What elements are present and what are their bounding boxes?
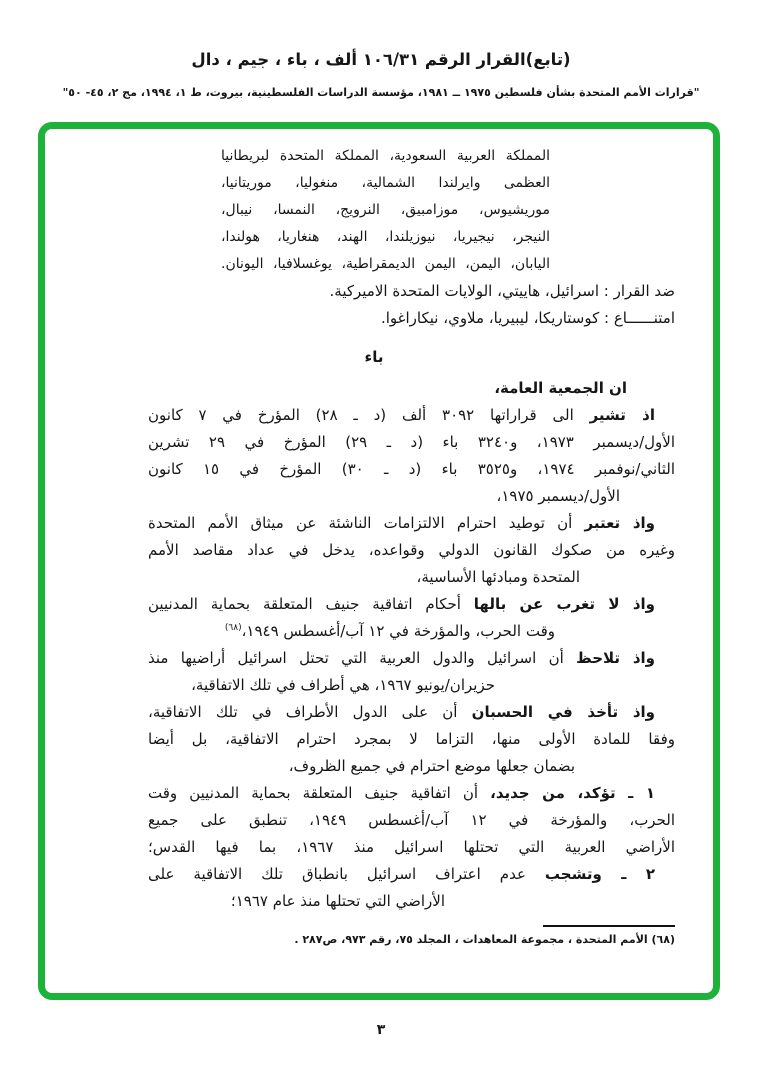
preamble-taking-into-account xyxy=(148,699,675,780)
footnote-text: (٦٨) الأمم المتحدة ، مجموعة المعاهدات ، المجلد ٧٥، رقم ٩٧٣، ص٢٨٧ . xyxy=(294,933,675,946)
text-line: ١ ـ تؤكد، من جديد، أن اتفاقية جنيف المتعلقة بحماية المدنيين وقت xyxy=(148,784,655,802)
text-line: ضد القرار : اسرائيل، هاييتي، الولايات المتحدة الاميركية. xyxy=(329,282,675,300)
operative-clause-2 xyxy=(148,861,675,915)
preamble-opening xyxy=(148,375,675,402)
operative-clause-1 xyxy=(148,780,675,861)
footnote-area xyxy=(148,925,675,948)
text-line: واذ تعتبر أن توطيد احترام الالتزامات الناشئة عن ميثاق الأمم المتحدة xyxy=(148,514,655,532)
text-line: المملكة العربية السعودية، المملكة المتحدة لبريطانيا xyxy=(221,148,550,164)
text-line: ٢ ـ وتشجب عدم اعتراف اسرائيل بانطباق تلك الاتفاقية على xyxy=(148,865,655,883)
text-line: واذ تأخذ في الحسبان أن على الدول الأطراف في تلك الاتفاقية، xyxy=(148,703,655,721)
document-body xyxy=(45,129,713,993)
preamble-considering xyxy=(148,510,675,591)
vote-against-line xyxy=(148,278,675,305)
text-line: امتنــــــاع : كوستاريكا، ليبيريا، ملاوي، نيكاراغوا. xyxy=(380,309,675,327)
text-line: بضمان جعلها موضع احترام في جميع الظروف، xyxy=(288,757,575,775)
text-line: الأول/ديسمبر ١٩٧٥، xyxy=(496,487,620,505)
text-line: الأراضي العربية التي تحتلها اسرائيل منذ ١٩٦٧، بما فيها القدس؛ xyxy=(148,838,675,856)
text-line: الأول/ديسمبر ١٩٧٣، و٣٢٤٠ باء (د ـ ٢٩) المؤرخ في ٢٩ تشرين xyxy=(148,433,675,451)
text-line: الثاني/نوفمبر ١٩٧٤، و٣٥٢٥ باء (د ـ ٣٠) المؤرخ في ١٥ كانون xyxy=(148,460,676,478)
text-line: موريشيوس، موزامبيق، النرويج، النمسا، نيبال، xyxy=(221,202,550,218)
page-title: (تابع)القرار الرقم ١٠٦/٣١ ألف ، باء ، جيم ، دال xyxy=(191,50,571,69)
text-line: واذ تلاحظ أن اسرائيل والدول العربية التي تحتل اسرائيل أراضيها منذ xyxy=(148,649,656,667)
text-line: واذ لا تغرب عن بالها أحكام اتفاقية جنيف المتعلقة بحماية المدنيين xyxy=(148,595,656,613)
section-heading-ba xyxy=(148,344,600,371)
source-citation: "قرارات الأمم المتحدة بشأن فلسطين ١٩٧٥ ــ ١٩٨١، مؤسسة الدراسات الفلسطينية، بيروت، ط ١، ١٩٩٤، مج ٢، ٤٥- ٥٠" xyxy=(62,86,700,99)
vote-abstentions-line xyxy=(148,305,675,332)
preamble-bearing-in-mind xyxy=(148,591,675,645)
text-line: الأراضي التي تحتلها منذ عام ١٩٦٧؛ xyxy=(230,892,445,910)
text-line: العظمى وايرلندا الشمالية، منغوليا، موريتانيا، xyxy=(221,175,550,191)
text-line: ان الجمعية العامة، xyxy=(494,379,627,397)
preamble-noting xyxy=(148,645,675,699)
text-line: وغيره من صكوك القانون الدولي وقواعده، يدخل في عداد مقاصد الأمم xyxy=(148,541,675,559)
in-favour-countries-continued xyxy=(221,143,550,278)
text-line: النيجر، نيجيريا، نيوزيلندا، الهند، هنغاريا، هولندا، xyxy=(221,229,550,245)
text-line: وفقا للمادة الأولى منها، التزاما لا بمجرد احترام الاتفاقية، بل أيضا xyxy=(148,730,675,748)
text-line: باء xyxy=(364,348,384,366)
text-line: الحرب، والمؤرخة في ١٢ آب/أغسطس ١٩٤٩، تنطبق على جميع xyxy=(148,811,676,829)
text-line: حزيران/يونيو ١٩٦٧، هي أطراف في تلك الاتفاقية، xyxy=(191,676,495,694)
document-blocks xyxy=(148,143,675,915)
text-line: المتحدة ومبادئها الأساسية، xyxy=(416,568,580,586)
footnote-separator xyxy=(543,925,675,927)
page-number: ٣ xyxy=(376,1022,386,1038)
preamble-recalling xyxy=(148,402,675,510)
text-line: اذ تشير الى قراراتها ٣٠٩٢ ألف (د ـ ٢٨) المؤرخ في ٧ كانون xyxy=(148,406,656,424)
footnote-ref: (٦٨) xyxy=(224,623,242,633)
text-line: اليابان، اليمن، اليمن الديمقراطية، يوغسلافيا، اليونان. xyxy=(221,256,550,272)
text-line: وقت الحرب، والمؤرخة في ١٢ آب/أغسطس ١٩٤٩،$^{(٦٨)}$ xyxy=(224,622,555,640)
